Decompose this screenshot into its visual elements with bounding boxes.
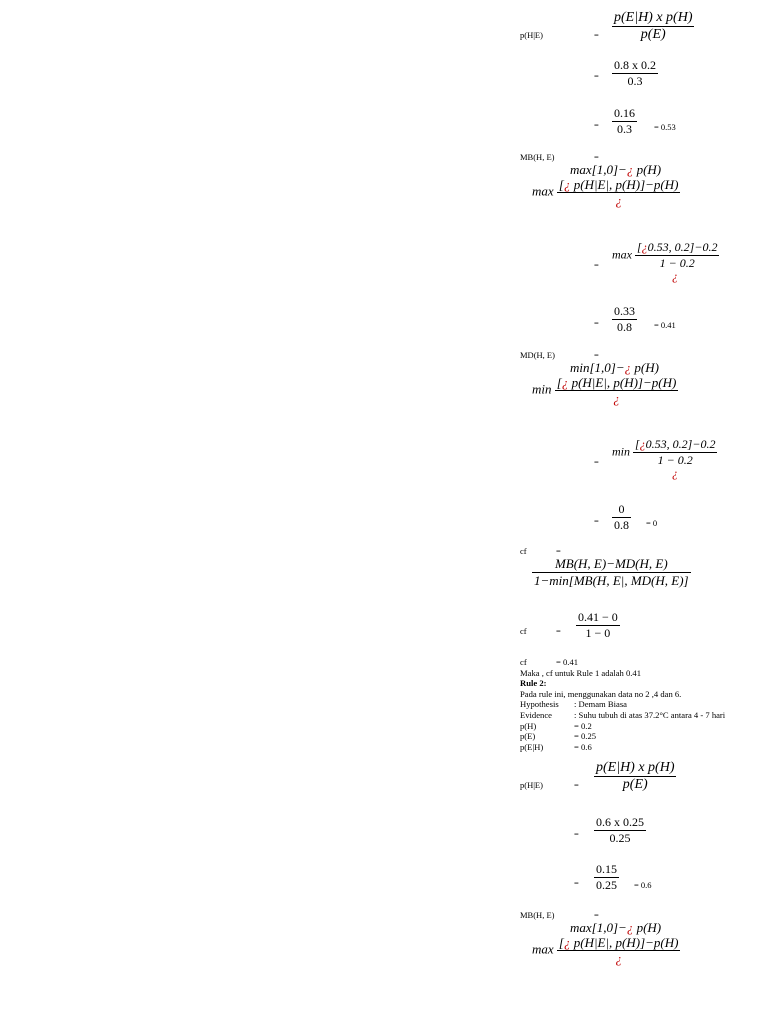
- cf-conclusion: Maka , cf untuk Rule 1 adalah 0.41: [520, 667, 641, 678]
- cf-result-block: cf = 0.41 Maka , cf untuk Rule 1 adalah 0.41 Rule 2: Pada rule ini, menggunakan data no 2 ,4 dan 6. Hypothesis : Demam Biasa Evidence : Suhu tubuh di atas 37.2°C antara 4 - 7 hari p(H) = 0.2 p(E) = 0.25 p(E|H) = 0.6: [520, 657, 764, 752]
- rule2-title: Rule 2:: [520, 678, 547, 689]
- column-right: p(H|E) = $\frac{\text{p(E|H) x p(H)}}{p(E)}$ = $\frac{0.8 x 0.2}{0.3}$ = $\frac{0.16}{0.3}$ = 0.53 MB(H, E) = max[1,0]−¿ p(H) max $\frac{[¿ p(H|E|, p(H)]-p(H)}{¿}$ = max $\frac{[¿0.53, 0.2]-0.2}{1 - 0.2}$ ¿ = $\frac{0.33}{0.8}$ = 0.41 MD(H, E) = min[1,0]−¿ p(H) min $\frac{[¿ p(H|E|, p(H)]-p(H)}{¿}$ = min $\frac{[¿0.53, 0.2]-0.2}{1 - 0.2}$ ¿ = $\frac{0}{0.8}$ = 0 cf = MB(H, E)−MD(H, E) 1−min[MB(H, E|, MD(H, E)] cf = $\frac{0.41 - 0}{1 - 0}$ cf = 0.41 Maka , cf untuk Rule 1 adalah 0.41 Rule 2: Pada rule ini, menggunakan data no 2 ,4 dan 6. Hypothesis : Demam Biasa Evidence : Suhu tubuh di atas 37.2°C antara 4 - 7 hari p(H) = 0.2 p(E) = 0.25 p(E|H) = 0.6 p(H|E) = $\frac{\text{p(E|H) x p(H)}}{p(E)}$ = $\frac{0.6 x 0.25}{0.25}$ = $\frac{0.15}{0.25}$ = 0.6 MB(H, E) = max[1,0]−¿ p(H) max $\frac{[¿ p(H|E|, p(H)]-p(H)}{¿}$: [520, 0, 764, 1024]
- rule2-intro: Pada rule ini, menggunakan data no 2 ,4 dan 6.: [520, 688, 682, 699]
